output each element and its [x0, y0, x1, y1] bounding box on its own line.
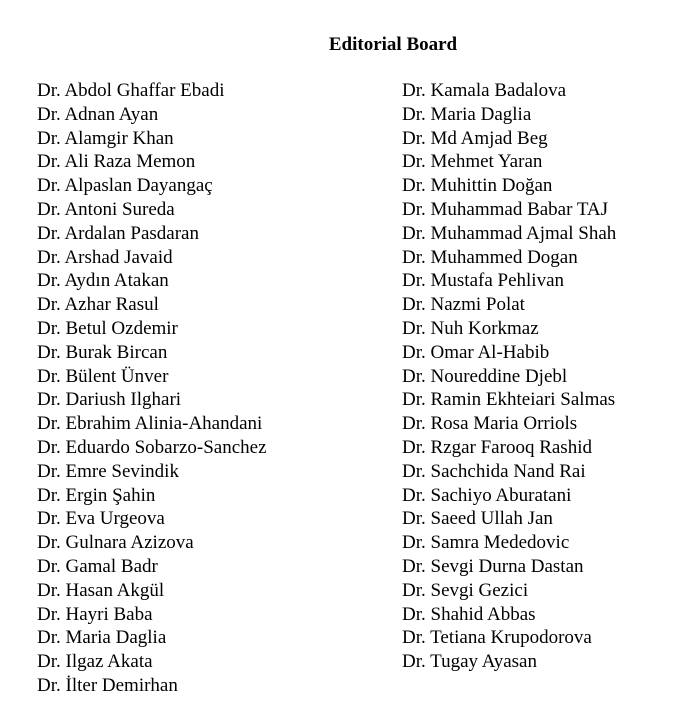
board-member-name: Dr. Sevgi Gezici — [402, 579, 529, 601]
board-member-name: Dr. Maria Daglia — [402, 103, 532, 125]
board-member-name: Dr. Ramin Ekhteiari Salmas — [402, 389, 616, 411]
board-member-name: Dr. Adnan Ayan — [37, 103, 159, 125]
board-member-name: Dr. Shahid Abbas — [402, 603, 536, 625]
board-member-name: Dr. Rzgar Farooq Rashid — [402, 436, 592, 458]
board-member-name: Dr. Ardalan Pasdaran — [37, 222, 199, 244]
board-member-name: Dr. Azhar Rasul — [37, 294, 159, 316]
board-member-name: Dr. Gulnara Azizova — [37, 532, 194, 554]
board-member-name: Dr. Ebrahim Alinia-Ahandani — [37, 413, 263, 435]
board-member-name: Dr. Betul Ozdemir — [37, 317, 178, 339]
board-member-name: Dr. Muhammad Ajmal Shah — [402, 222, 617, 244]
board-member-name: Dr. Noureddine Djebl — [402, 365, 568, 387]
board-member-name: Dr. Tetiana Krupodorova — [402, 627, 592, 649]
board-member-name: Dr. Ilgaz Akata — [37, 651, 153, 673]
board-member-name: Dr. Nazmi Polat — [402, 294, 525, 316]
board-member-name: Dr. Nuh Korkmaz — [402, 317, 539, 339]
board-member-name: Dr. Aydın Atakan — [37, 270, 169, 292]
board-member-name: Dr. Ali Raza Memon — [37, 151, 196, 173]
board-member-name: Dr. Muhittin Doğan — [402, 175, 553, 197]
board-member-name: Dr. Hayri Baba — [37, 603, 153, 625]
board-member-name: Dr. Rosa Maria Orriols — [402, 413, 578, 435]
board-member-name: Dr. Dariush Ilghari — [37, 389, 182, 411]
board-member-name: Dr. Maria Daglia — [37, 627, 167, 649]
board-member-name: Dr. Bülent Ünver — [37, 365, 169, 387]
board-member-name: Dr. Mustafa Pehlivan — [402, 270, 565, 292]
board-member-name: Dr. Burak Bircan — [37, 341, 168, 363]
board-member-name: Dr. Mehmet Yaran — [402, 151, 543, 173]
editorial-board-left-column — [37, 79, 267, 698]
board-member-name: Dr. Saeed Ullah Jan — [402, 508, 553, 530]
board-member-name: Dr. Sachchida Nand Rai — [402, 460, 586, 482]
board-member-name: Dr. Muhammed Dogan — [402, 246, 578, 268]
board-member-name: Dr. Ergin Şahin — [37, 484, 156, 506]
board-member-name: Dr. Arshad Javaid — [37, 246, 173, 268]
board-member-name: Dr. Hasan Akgül — [37, 579, 165, 601]
board-member-name: Dr. Alpaslan Dayangaç — [37, 175, 213, 197]
board-member-name: Dr. İlter Demirhan — [37, 674, 178, 696]
board-member-name: Dr. Gamal Badr — [37, 555, 158, 577]
board-member-name: Dr. Eva Urgeova — [37, 508, 165, 530]
board-member-name: Dr. Antoni Sureda — [37, 198, 175, 220]
board-member-name: Dr. Samra Mededovic — [402, 532, 570, 554]
board-member-name: Dr. Alamgir Khan — [37, 127, 174, 149]
board-member-name: Dr. Tugay Ayasan — [402, 651, 537, 673]
page-title: Editorial Board — [328, 34, 458, 55]
board-member-name: Dr. Omar Al-Habib — [402, 341, 550, 363]
editorial-board-right-column — [402, 79, 616, 674]
board-member-name: Dr. Muhammad Babar TAJ — [402, 198, 609, 220]
board-member-name: Dr. Kamala Badalova — [402, 80, 567, 101]
board-member-name: Dr. Sevgi Durna Dastan — [402, 555, 584, 577]
board-member-name: Dr. Eduardo Sobarzo-Sanchez — [37, 436, 267, 458]
board-member-name: Dr. Emre Sevindik — [37, 460, 179, 482]
board-member-name: Dr. Sachiyo Aburatani — [402, 484, 572, 506]
board-member-name: Dr. Md Amjad Beg — [402, 127, 548, 149]
board-member-name: Dr. Abdol Ghaffar Ebadi — [37, 80, 225, 101]
